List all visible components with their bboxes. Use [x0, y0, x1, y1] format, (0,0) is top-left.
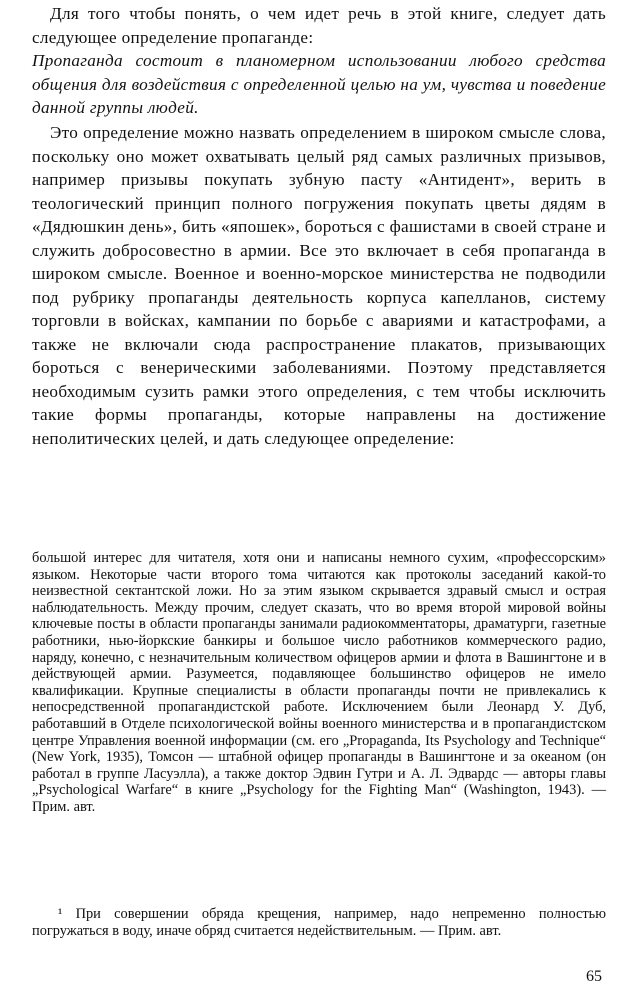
footnote-1: ¹ При совершении обряда крещения, например, надо непременно полностью погружаться в воду, иначе обряд считается недействительным. — Прим. авт. — [32, 906, 606, 939]
page-number: 65 — [586, 968, 602, 985]
footnote-continued: большой интерес для читателя, хотя они и написаны немного сухим, «профессорским» языком. Некоторые части второго тома читаются как протоколы заседаний какой-то неизвестной сектантской ложи. Но за этим языком скрывается здравый смысл и острая наблюдательность. Между прочим, следует сказать, что во время второй мировой войны ключевые посты в области пропаганды занимали радиокомментаторы, драматурги, газетные работники, нью-йоркские банкиры и большое число работников коммерческого радио, наряду, конечно, с незначительным количеством офицеров армии и флота в Вашингтоне и в действующей армии. Разумеется, подавляющее большинство офицеров не имело квалификации. Крупные специалисты в области пропаганды почти не привлекались к непосредственной пропагандистской работе. Исключением были Леонард У. Дуб, работавший в Отделе психологической войны военного министерства и в пропагандистском центре Управления военной информации (см. его „Propaganda, Its Psychology and Technique“ (New York, 1935), Томсон — штабной офицер пропаганды в Вашингтоне и за океаном (он работал в группе Ласуэлла), а также доктор Эдвин Гутри и А. Л. Эдвардс — авторы главы „Psychological Warfare“ в книге „Psychology for the Fighting Man“ (Washington, 1943). — Прим. авт. — [32, 550, 606, 815]
body-paragraph: Это определение можно назвать определением в широком смысле слова, поскольку оно может охватывать целый ряд самых различных призывов, например призывы покупать зубную пасту «Антидент», верить в теологический принцип полного погружения покупать цветы дядям в «Дядюшкин день», бить «япошек», бороться с фашистами в своей стране и служить добросовестно в армии. Все это включает в себя пропаганда в широком смысле. Военное и военно-морское министерства не подводили под рубрику пропаганды деятельность корпуса капелланов, систему торговли в войсках, кампании по борьбе с авариями и катастрофами, а также не включали сюда распространение плакатов, призывающих бороться с венерическими заболеваниями. Поэтому представляется необходимым сузить рамки этого определения, с тем чтобы исключить такие формы пропаганды, которые направлены на достижение неполитических целей, и дать следующее определение: — [32, 123, 606, 448]
intro-paragraph: Для того чтобы понять, о чем идет речь в этой книге, следует дать следующее определение пропаганде: — [32, 4, 606, 47]
definition-paragraph: Пропаганда состоит в планомерном использовании любого средства общения для воздействия с определенной целью на ум, чувства и поведение данной группы людей. — [32, 51, 606, 117]
